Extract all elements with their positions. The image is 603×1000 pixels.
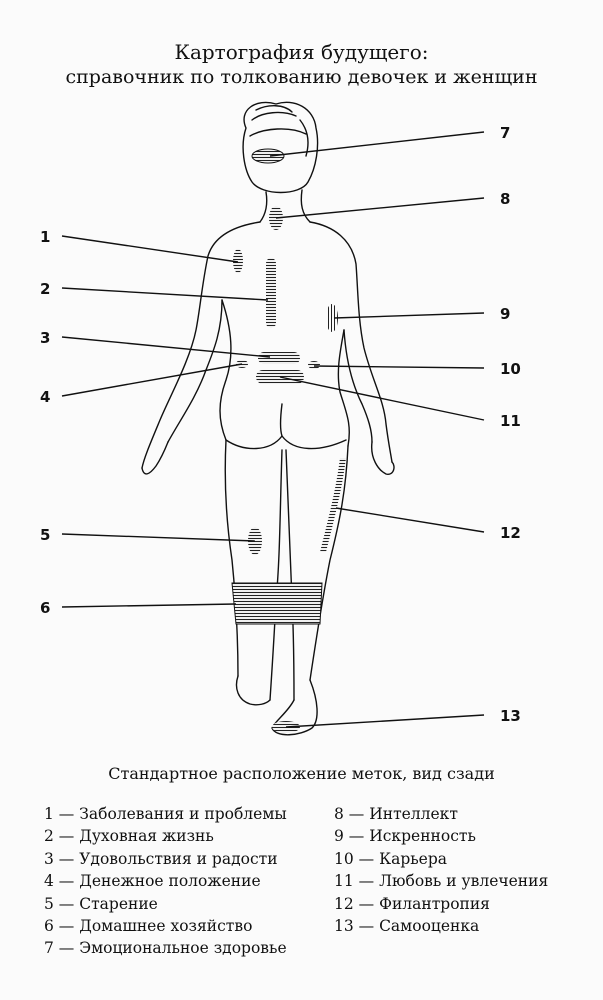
callout-9: 9	[500, 305, 511, 323]
legend-item: 3 — Удовольствия и радости	[44, 849, 278, 868]
page-subtitle: справочник по толкованию девочек и женщин	[65, 66, 538, 88]
legend-item: 7 — Эмоциональное здоровье	[44, 939, 287, 958]
mark-10	[308, 361, 320, 369]
legend-left	[44, 805, 287, 962]
callout-12: 12	[500, 524, 521, 542]
callout-13: 13	[500, 707, 521, 725]
callout-2: 2	[40, 280, 51, 298]
callout-11: 11	[500, 412, 521, 430]
legend-item: 12 — Филантропия	[334, 894, 490, 913]
callout-7: 7	[500, 124, 511, 142]
legend-item: 10 — Карьера	[334, 849, 448, 868]
callout-3: 3	[40, 329, 51, 347]
legend-item: 2 — Духовная жизнь	[44, 827, 214, 846]
legend-item: 8 — Интеллект	[334, 805, 458, 823]
mark-2	[266, 258, 276, 328]
callout-5: 5	[40, 526, 51, 544]
legend-item: 9 — Искренность	[334, 827, 476, 846]
legend-item: 5 — Старение	[44, 894, 158, 913]
callout-10: 10	[500, 360, 521, 378]
legend-item: 11 — Любовь и увлечения	[334, 872, 549, 891]
mark-7	[252, 149, 284, 163]
figure-caption: Стандартное расположение меток, вид сзади	[108, 764, 495, 783]
legend-right	[334, 805, 548, 939]
mark-6	[232, 583, 322, 624]
callout-1: 1	[40, 228, 51, 246]
callout-6: 6	[40, 599, 51, 617]
legend-item: 13 — Самооценка	[334, 916, 480, 935]
legend-item: 1 — Заболевания и проблемы	[44, 805, 287, 823]
page-title: Картография будущего:	[174, 40, 429, 64]
body-outline	[142, 102, 394, 735]
mark-3	[258, 352, 300, 364]
callout-4: 4	[40, 388, 51, 406]
legend-item: 4 — Денежное положение	[44, 872, 261, 891]
legend-item: 6 — Домашнее хозяйство	[44, 916, 253, 935]
callout-8: 8	[500, 190, 511, 208]
marks	[232, 149, 346, 733]
